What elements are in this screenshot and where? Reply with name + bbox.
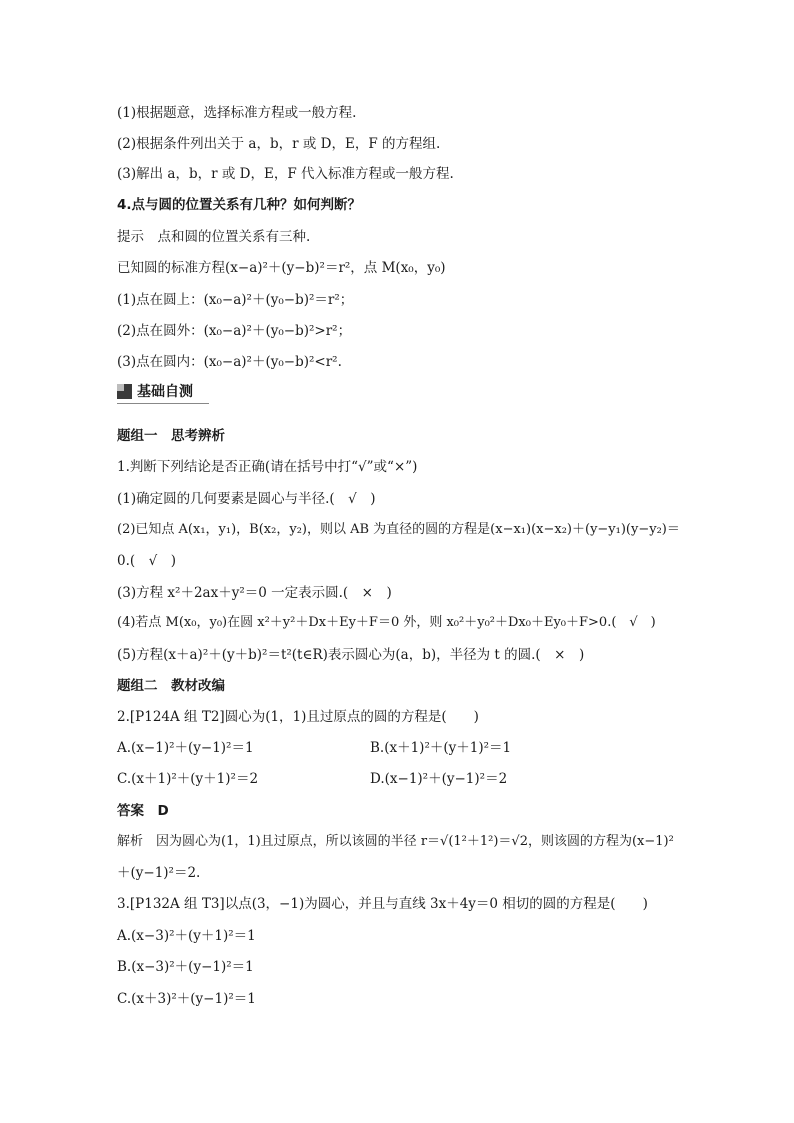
text-line: 2.[P124A 组 T2]圆心为(1，1)且过原点的圆的方程是( ) xyxy=(117,709,479,725)
group-heading: 题组二 教材改编 xyxy=(117,678,225,694)
text-line: (1)点在圆上：(x₀−a)²＋(y₀−b)²＝r²； xyxy=(117,292,354,308)
text-line: (2)根据条件列出关于 a，b，r 或 D，E，F 的方程组. xyxy=(117,136,441,152)
question-heading: 4.点与圆的位置关系有几种？如何判断？ xyxy=(117,197,362,213)
option-c: C.(x＋3)²＋(y−1)²＝1 xyxy=(117,991,256,1007)
options-row xyxy=(117,769,697,789)
options-row xyxy=(117,738,697,758)
explanation-line: 解析 因为圆心为(1，1)且过原点，所以该圆的半径 r＝√(1²＋1²)＝√2，则该圆的方程为(x−1)² xyxy=(117,834,674,849)
text-line: (1)确定圆的几何要素是圆心与半径.( √ ) xyxy=(117,491,376,507)
text-line: 已知圆的标准方程(x−a)²＋(y−b)²＝r²，点 M(x₀，y₀) xyxy=(117,260,446,276)
text-line: (3)解出 a，b，r 或 D，E，F 代入标准方程或一般方程. xyxy=(117,166,454,182)
section-square-icon xyxy=(117,384,132,399)
text-line: (5)方程(x＋a)²＋(y＋b)²＝t²(t∈R)表示圆心为(a，b)，半径为 t 的圆.( × ) xyxy=(117,647,585,663)
option-a: A.(x−1)²＋(y−1)²＝1 xyxy=(117,740,254,756)
option-b: B.(x＋1)²＋(y＋1)²＝1 xyxy=(370,740,512,756)
option-d: D.(x−1)²＋(y−1)²＝2 xyxy=(370,771,508,787)
text-line: (2)点在圆外：(x₀−a)²＋(y₀−b)²>r²； xyxy=(117,323,352,339)
section-title: 基础自测 xyxy=(137,384,193,400)
text-line: (1)根据题意，选择标准方程或一般方程. xyxy=(117,105,357,121)
hint-line: 提示 点和圆的位置关系有三种. xyxy=(117,229,311,245)
explanation-line: ＋(y−1)²＝2. xyxy=(117,865,201,881)
group-heading: 题组一 思考辨析 xyxy=(117,428,225,444)
text-line: 0.( √ ) xyxy=(117,553,177,569)
text-line: (3)点在圆内：(x₀−a)²＋(y₀−b)²<r². xyxy=(117,354,342,370)
option-a: A.(x−3)²＋(y＋1)²＝1 xyxy=(117,928,256,944)
text-line: (3)方程 x²＋2ax＋y²＝0 一定表示圆.( × ) xyxy=(117,585,392,601)
section-header xyxy=(117,380,209,404)
text-line: (2)已知点 A(x₁，y₁)，B(x₂，y₂)，则以 AB 为直径的圆的方程是(x−x₁)(x−x₂)＋(y−y₁)(y−y₂)＝ xyxy=(117,522,680,537)
answer-line: 答案 D xyxy=(117,803,169,819)
option-b: B.(x−3)²＋(y−1)²＝1 xyxy=(117,959,254,975)
text-line: 3.[P132A 组 T3]以点(3，−1)为圆心，并且与直线 3x＋4y＝0 相切的圆的方程是( ) xyxy=(117,896,648,912)
text-line: (4)若点 M(x₀，y₀)在圆 x²＋y²＋Dx＋Ey＋F＝0 外，则 x₀²＋y₀²＋Dx₀＋Ey₀＋F>0.( √ ) xyxy=(117,615,656,630)
option-c: C.(x＋1)²＋(y＋1)²＝2 xyxy=(117,771,259,787)
section-underline xyxy=(117,403,209,404)
text-line: 1.判断下列结论是否正确(请在括号中打“√”或“×”) xyxy=(117,459,418,475)
